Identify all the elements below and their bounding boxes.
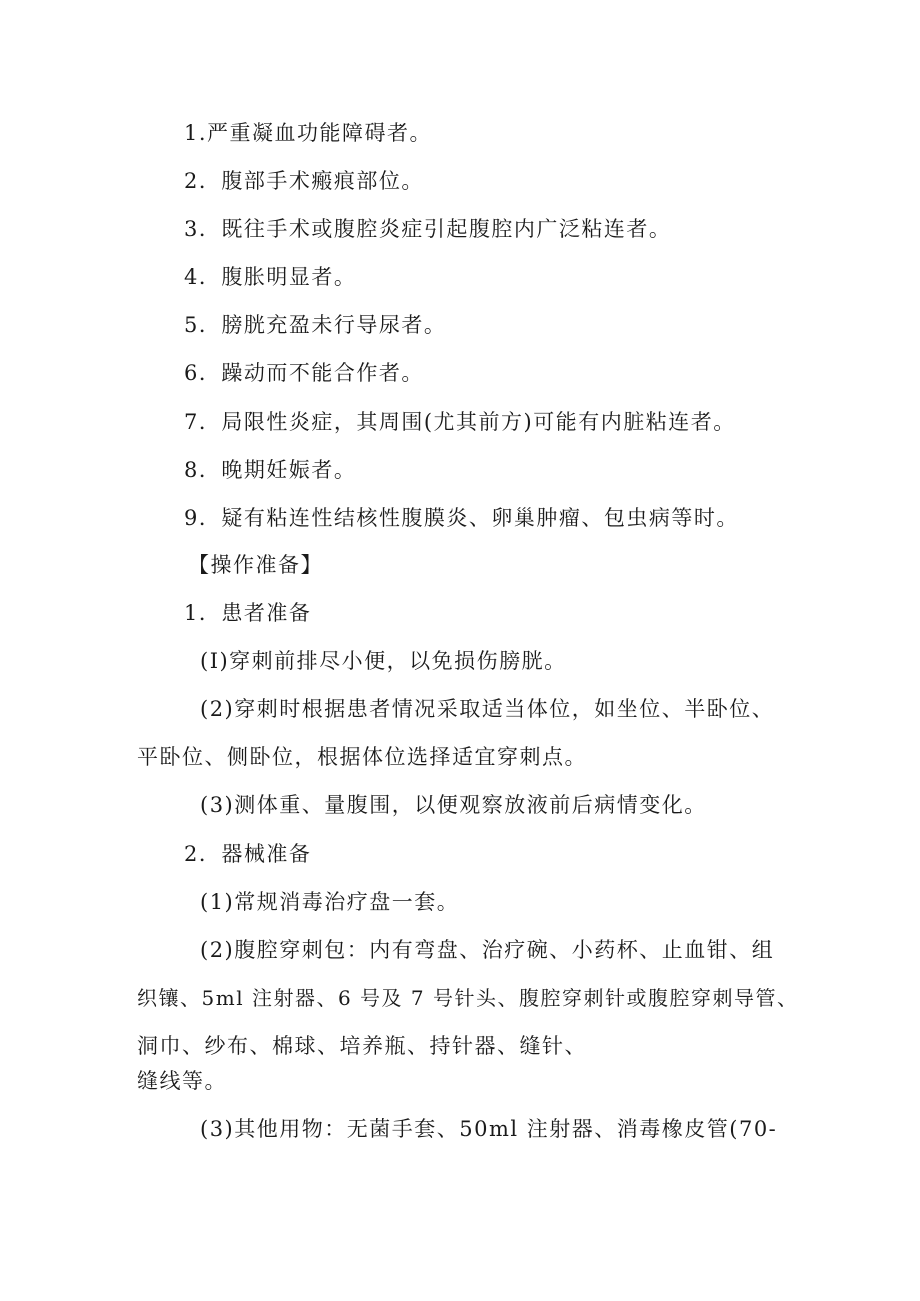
contraindication-4: 4．腹胀明显者。 (184, 265, 357, 289)
patient-prep-item-2-line-1: (2)穿刺时根据患者情况采取适当体位，如坐位、半卧位、 (200, 697, 775, 721)
section-heading: 【操作准备】 (188, 553, 323, 577)
patient-prep-item-3: (3)测体重、量腹围，以便观察放液前后病情变化。 (200, 793, 707, 817)
equipment-prep-item-3: (3)其他用物：无菌手套、50ml 注射器、消毒橡皮管(70- (200, 1117, 778, 1141)
equipment-prep-item-2-line-4: 缝线等。 (137, 1069, 227, 1093)
contraindication-2: 2．腹部手术瘢痕部位。 (184, 169, 424, 193)
equipment-prep-item-2-line-3: 洞巾、纱布、棉球、培养瓶、持针器、缝针、 (137, 1034, 587, 1058)
equipment-prep-item-2-line-2: 织镶、5ml 注射器、6 号及 7 号针头、腹腔穿刺针或腹腔穿刺导管、 (137, 986, 799, 1010)
contraindication-5: 5．膀胱充盈未行导尿者。 (184, 313, 447, 337)
patient-prep-title: 1．患者准备 (184, 601, 312, 625)
equipment-prep-item-2-line-1: (2)腹腔穿刺包：内有弯盘、治疗碗、小药杯、止血钳、组 (200, 938, 775, 962)
contraindication-6: 6．躁动而不能合作者。 (184, 361, 424, 385)
contraindication-3: 3．既往手术或腹腔炎症引起腹腔内广泛粘连者。 (184, 217, 672, 241)
contraindication-7: 7．局限性炎症，其周围(尤其前方)可能有内脏粘连者。 (184, 410, 736, 434)
equipment-prep-item-1: (1)常规消毒治疗盘一套。 (200, 890, 460, 914)
contraindication-1: 1.严重凝血功能障碍者。 (184, 121, 433, 145)
equipment-prep-title: 2．器械准备 (184, 842, 312, 866)
contraindication-9: 9．疑有粘连性结核性腹膜炎、卵巢肿瘤、包虫病等时。 (184, 506, 739, 530)
contraindication-8: 8．晚期妊娠者。 (184, 458, 357, 482)
patient-prep-item-2-line-2: 平卧位、侧卧位，根据体位选择适宜穿刺点。 (137, 745, 587, 769)
patient-prep-item-1: (I)穿刺前排尽小便，以免损伤膀胱。 (200, 649, 567, 673)
